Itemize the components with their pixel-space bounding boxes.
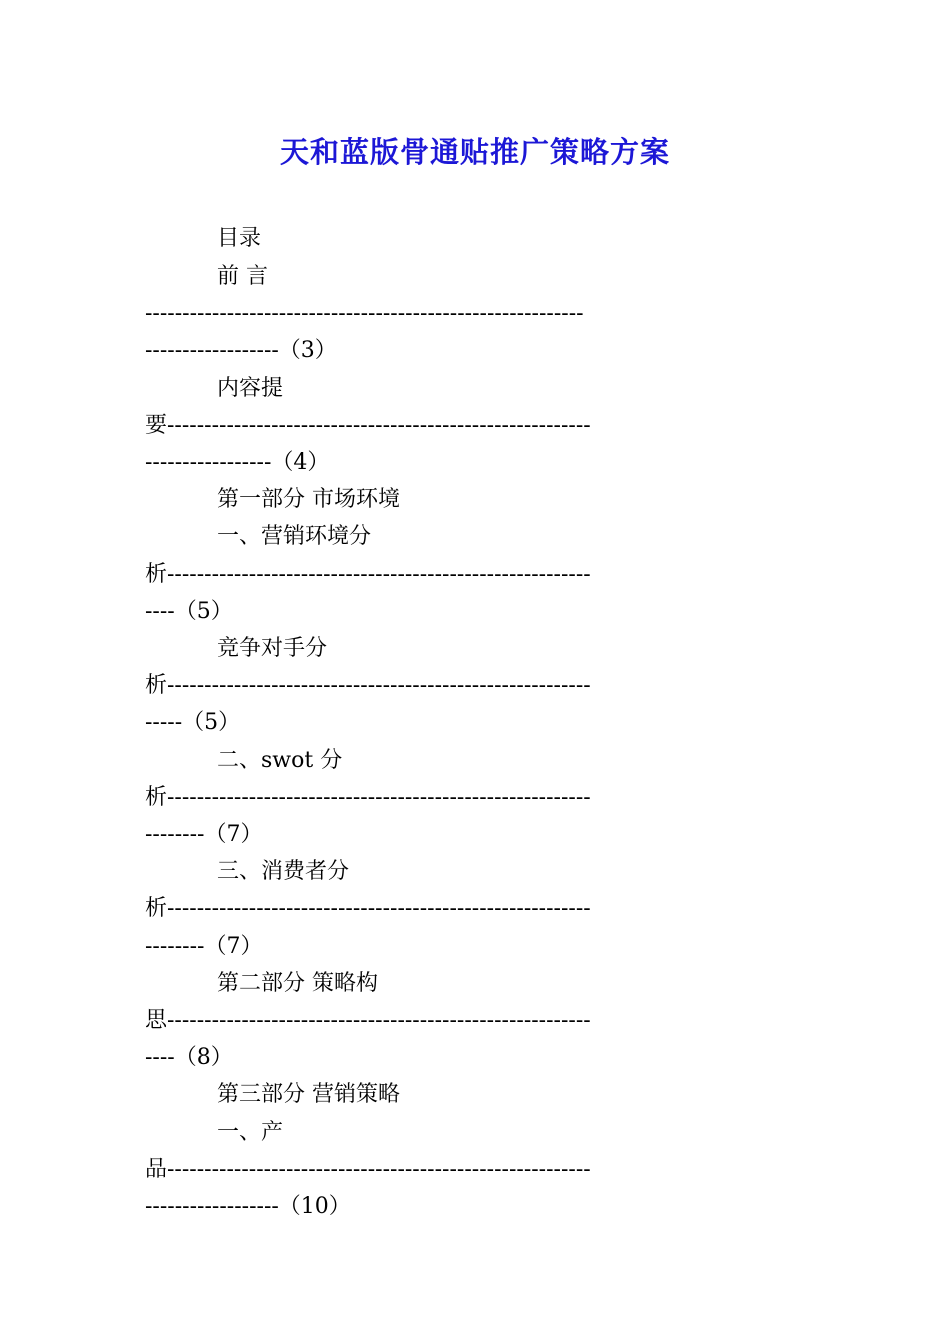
toc-leader-line: ----（8） [145, 1045, 233, 1070]
toc-entry-label: 第三部分 营销策略 [217, 1082, 400, 1107]
toc-heading: 目录 [217, 226, 262, 251]
toc-leader-line: ------------------（10） [145, 1194, 351, 1219]
toc-leader-line: 析--------------------------------------------------------- [145, 673, 591, 698]
toc-entry-label: 第二部分 策略构 [217, 971, 378, 996]
toc-entry-label: 一、营销环境分 [217, 524, 372, 549]
toc-leader-line: 析--------------------------------------------------------- [145, 785, 591, 810]
toc-leader-line: 析--------------------------------------------------------- [145, 562, 591, 587]
toc-leader-line: -----------------（4） [145, 450, 330, 475]
toc-leader-line: --------（7） [145, 934, 263, 959]
toc-entry-label: 内容提 [217, 376, 284, 401]
toc-entry-label: 二、swot 分 [217, 748, 343, 773]
toc-leader-line: ------------------（3） [145, 338, 337, 363]
toc-entry-label: 一、产 [217, 1120, 284, 1145]
toc-entry-label: 前 言 [217, 264, 268, 289]
toc-leader-line: ----（5） [145, 599, 233, 624]
document-title: 天和蓝版骨通贴推广策略方案 [279, 135, 670, 169]
toc-leader-line: 思--------------------------------------------------------- [145, 1008, 591, 1033]
toc-leader-line: -----（5） [145, 710, 241, 735]
toc-leader-line: 析--------------------------------------------------------- [145, 896, 591, 921]
toc-leader-line: 要--------------------------------------------------------- [145, 413, 591, 438]
toc-leader-line: 品--------------------------------------------------------- [145, 1157, 591, 1182]
toc-entry-label: 三、消费者分 [217, 859, 350, 884]
toc-leader-line: ----------------------------------------------------------- [145, 301, 584, 326]
toc-entry-label: 第一部分 市场环境 [217, 487, 400, 512]
toc-entry-label: 竞争对手分 [217, 636, 328, 661]
toc-leader-line: --------（7） [145, 822, 263, 847]
